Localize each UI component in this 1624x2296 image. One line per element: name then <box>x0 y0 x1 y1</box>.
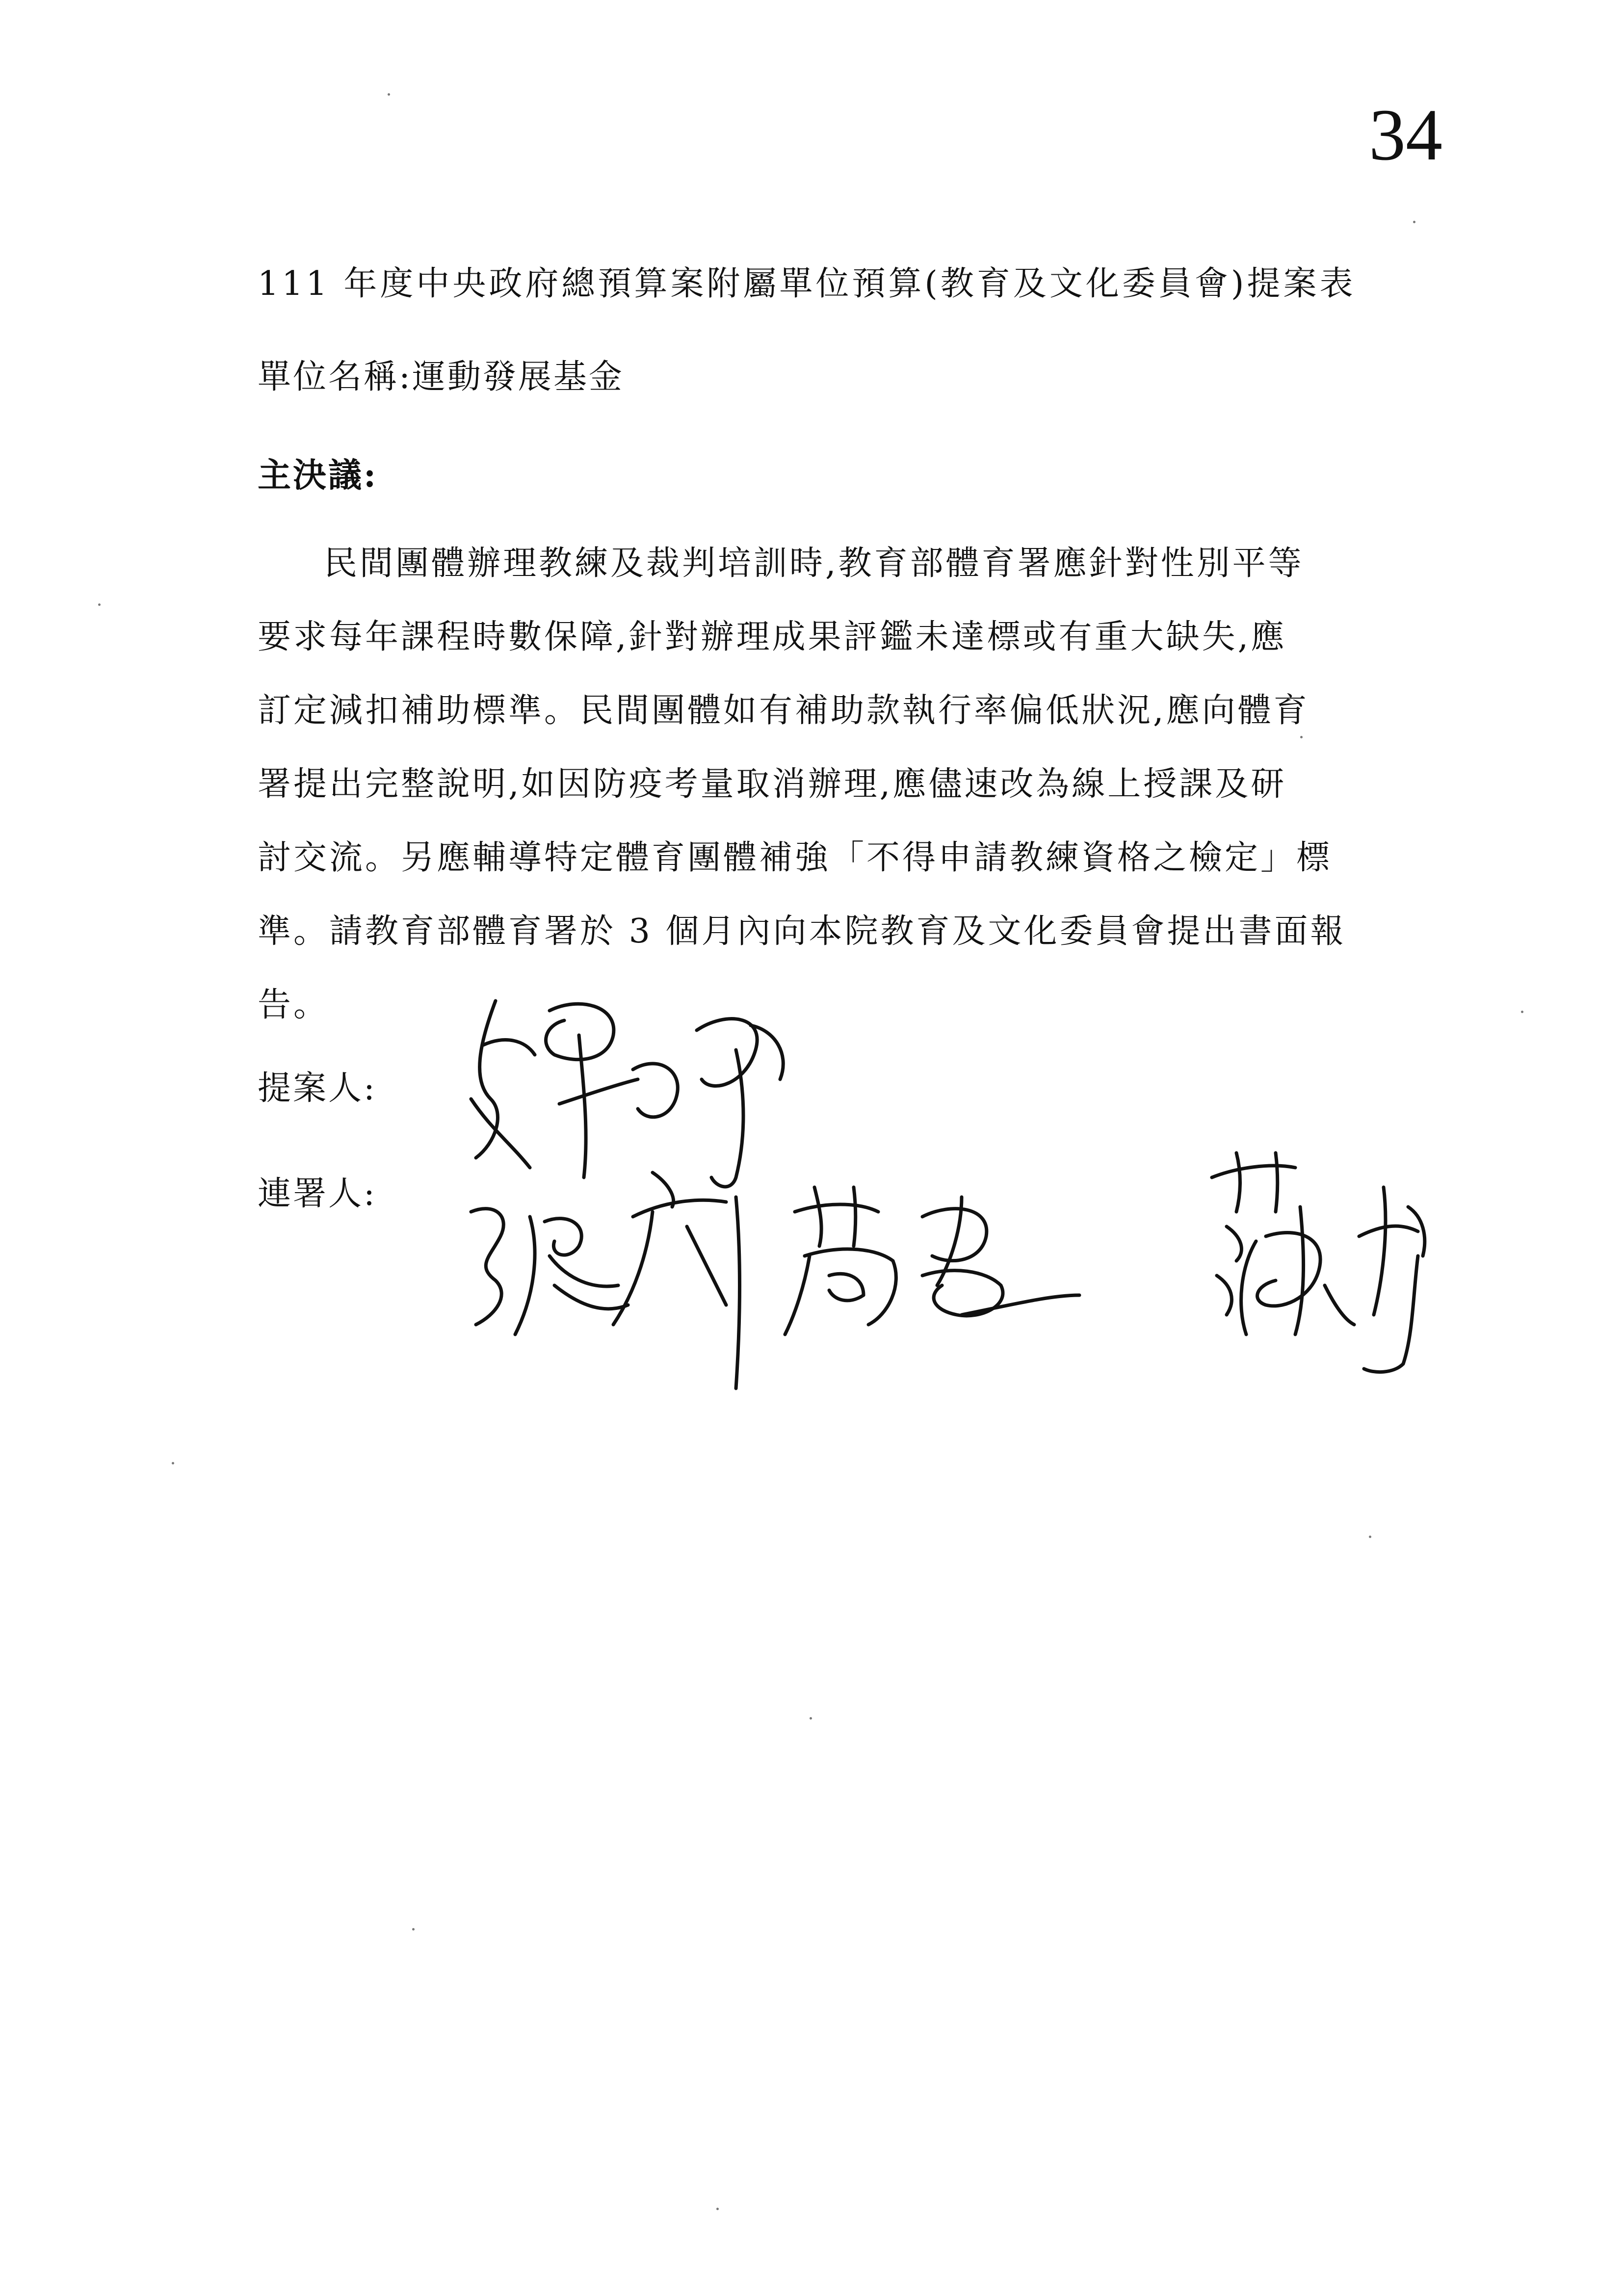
proposer-label: 提案人: <box>258 1069 377 1108</box>
scan-speck <box>1369 1536 1371 1538</box>
scan-speck <box>98 603 101 606</box>
scan-speck <box>1300 736 1303 738</box>
resolution-body-line: 訂定減扣補助標準。民間團體如有補助款執行率偏低狀況,應向體育 <box>258 691 1310 730</box>
document-title: 111 年度中央政府總預算案附屬單位預算(教育及文化委員會)提案表 <box>258 264 1356 303</box>
scan-speck <box>388 93 390 96</box>
scan-speck <box>1521 1011 1523 1013</box>
scan-speck <box>412 1928 415 1931</box>
unit-name: 單位名稱:運動發展基金 <box>258 358 624 396</box>
resolution-label: 主決議: <box>258 456 378 495</box>
scan-speck <box>172 1462 174 1464</box>
scan-speck <box>1413 221 1415 223</box>
page-number: 34 <box>1369 94 1442 176</box>
cosigner-label: 連署人: <box>258 1174 377 1213</box>
resolution-body-line: 要求每年課程時數保障,針對辦理成果評鑑未達標或有重大缺失,應 <box>258 618 1287 656</box>
scan-speck <box>716 2208 719 2210</box>
resolution-body-line: 署提出完整說明,如因防疫考量取消辦理,應儘速改為線上授課及研 <box>258 765 1287 804</box>
resolution-body-line: 告。 <box>258 986 330 1024</box>
scan-speck <box>810 1717 812 1720</box>
resolution-body-line: 準。請教育部體育署於 3 個月內向本院教育及文化委員會提出書面報 <box>258 912 1346 951</box>
resolution-body-line: 民間團體辦理教練及裁判培訓時,教育部體育署應針對性別平等 <box>324 544 1304 583</box>
resolution-body-line: 討交流。另應輔導特定體育團體補強「不得申請教練資格之檢定」標 <box>258 838 1333 877</box>
